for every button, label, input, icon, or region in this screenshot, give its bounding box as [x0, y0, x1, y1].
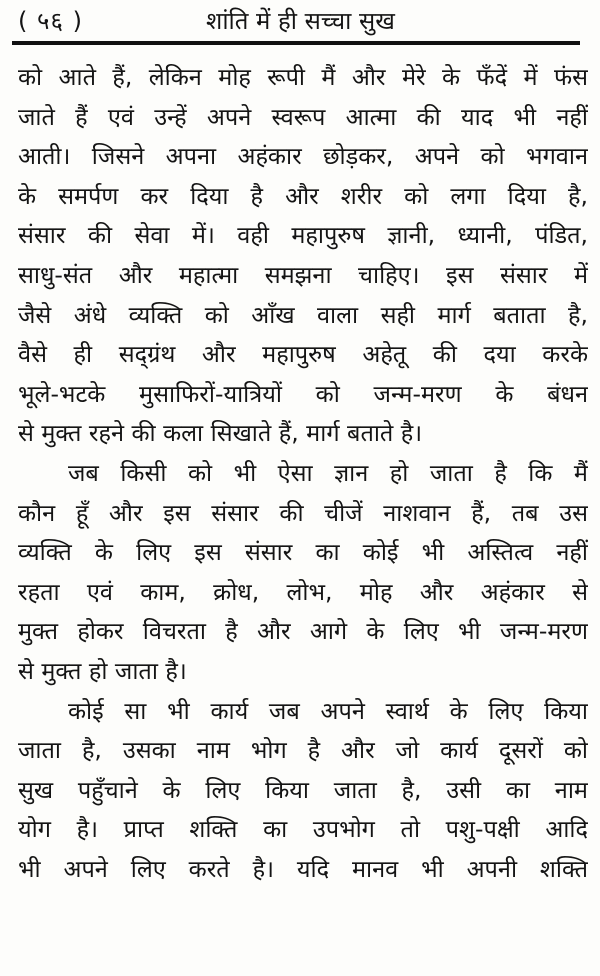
- paragraph-first-line: कोई सा भी कार्य जब अपने स्वार्थ के लिए किया: [68, 696, 588, 725]
- header-rule: [12, 41, 580, 45]
- text-line: मुक्त होकर विचरता है और आगे के लिए भी जन्म-मरण: [18, 617, 588, 646]
- text-line: भी अपने लिए करते है। यदि मानव भी अपनी शक्ति: [18, 854, 588, 883]
- text-line: को आते हैं, लेकिन मोह रूपी मैं और मेरे के फँदें में फंस: [18, 63, 588, 91]
- running-title: शांति में ही सच्चा सुख: [206, 7, 395, 35]
- text-line: योग है। प्राप्त शक्ति का उपभोग तो पशु-पक्षी आदि: [18, 815, 588, 844]
- text-line: संसार की सेवा में। वही महापुरुष ज्ञानी, ध्यानी, पंडित,: [18, 221, 588, 250]
- page-header: [10, 4, 590, 38]
- text-line: आती। जिसने अपना अहंकार छोड़कर, अपने को भगवान: [18, 142, 588, 171]
- text-line: भूले-भटके मुसाफिरों-यात्रियों को जन्म-मरण के बंधन: [18, 379, 588, 408]
- paragraph-first-line: जब किसी को भी ऐसा ज्ञान हो जाता है कि मैं: [68, 458, 588, 487]
- page-number: ( ५६ ): [18, 7, 83, 35]
- text-line: सुख पहुँचाने के लिए किया जाता है, उसी का नाम: [18, 775, 588, 804]
- text-line: व्यक्ति के लिए इस संसार का कोई भी अस्तित्व नहीं: [18, 538, 588, 567]
- text-line: जाते हैं एवं उन्हें अपने स्वरूप आत्मा की याद भी नहीं: [18, 102, 588, 131]
- text-line: साधु-संत और महात्मा समझना चाहिए। इस संसार में: [18, 260, 588, 289]
- text-line: कौन हूँ और इस संसार की चीजें नाशवान हैं, तब उस: [18, 498, 588, 527]
- text-line: के समर्पण कर दिया है और शरीर को लगा दिया है,: [18, 181, 588, 210]
- body-text: [18, 58, 588, 889]
- text-line: जैसे अंधे व्यक्ति को आँख वाला सही मार्ग बताता है,: [18, 300, 588, 329]
- text-line: वैसे ही सद्ग्रंथ और महापुरुष अहेतू की दया करके: [18, 340, 588, 369]
- text-line: से मुक्त रहने की कला सिखाते हैं, मार्ग बताते है।: [18, 419, 423, 448]
- text-line: रहता एवं काम, क्रोध, लोभ, मोह और अहंकार से: [18, 577, 588, 606]
- text-line: से मुक्त हो जाता है।: [18, 656, 187, 685]
- text-line: जाता है, उसका नाम भोग है और जो कार्य दूसरों को: [18, 736, 588, 765]
